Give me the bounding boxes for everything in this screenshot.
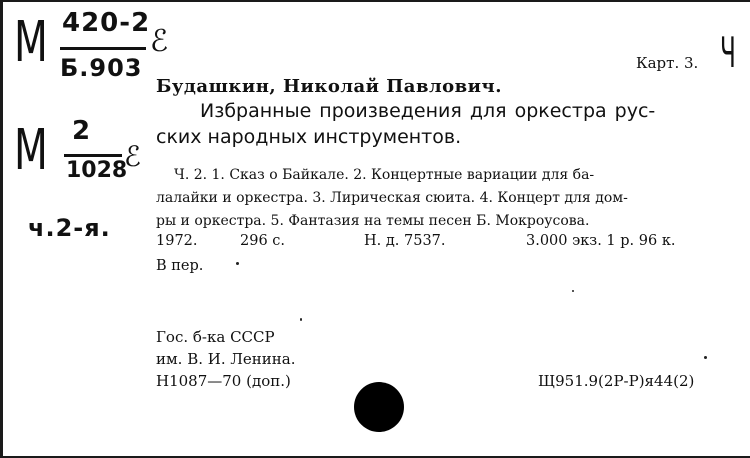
classification-code: Щ951.9(2Р-Р)я44(2): [538, 372, 695, 390]
binding-note: В пер.: [156, 258, 204, 274]
imprint-run-and-price: 3.000 экз. 1 р. 96 к.: [526, 233, 676, 249]
card-left-edge: [0, 0, 3, 458]
library-line: Н1087—70 (доп.): [156, 372, 291, 390]
library-imprint: [156, 326, 295, 392]
ink-speck: [300, 318, 302, 321]
title-line: ских народных инструментов.: [156, 126, 462, 148]
punch-hole: [354, 382, 404, 432]
handwritten-fraction-bottom: 1028: [66, 158, 128, 183]
handwritten-fraction-top: 2: [72, 116, 91, 146]
ink-speck: [236, 262, 239, 265]
handwritten-curl-mark-1: ℰ: [150, 24, 169, 59]
imprint-line: [156, 233, 704, 257]
contents-note: [156, 164, 704, 233]
contents-line: лалайки и оркестра. 3. Лирическая сюита. 4. Концерт для дом-: [156, 190, 628, 206]
handwritten-underline: [60, 47, 146, 50]
ink-speck: [704, 356, 707, 359]
contents-line: ры и оркестра. 5. Фантазия на темы песен Б. Мокроусова.: [156, 213, 590, 229]
handwritten-curl-mark-2: ℰ: [124, 140, 141, 173]
imprint-year: 1972.: [156, 233, 198, 249]
card-number: Карт. 3.: [636, 54, 699, 72]
title-line: Избранные произведения для оркестра рус-: [200, 100, 656, 122]
library-line: им. В. И. Ленина.: [156, 350, 296, 368]
ink-speck: [572, 290, 574, 292]
library-line: Гос. б-ка СССР: [156, 328, 275, 346]
handwritten-shelf-number-top: 420-2: [62, 8, 151, 38]
work-title: [156, 98, 704, 150]
handwritten-fraction-line: [64, 154, 122, 157]
handwritten-corner-mark: Ч: [720, 28, 736, 77]
author-heading: Будашкин, Николай Павлович.: [156, 76, 502, 97]
handwritten-part-note: ч.2-я.: [28, 214, 111, 242]
handwritten-shelf-number-bottom: Б.903: [60, 54, 143, 82]
imprint-order-number: Н. д. 7537.: [364, 233, 446, 249]
contents-line: Ч. 2. 1. Сказ о Байкале. 2. Концертные вариации для ба-: [174, 167, 595, 183]
handwritten-shelf-letter-1: M: [14, 10, 48, 75]
imprint-pages: 296 с.: [240, 233, 286, 249]
card-top-edge: [0, 0, 750, 2]
handwritten-shelf-letter-2: M: [14, 118, 48, 183]
